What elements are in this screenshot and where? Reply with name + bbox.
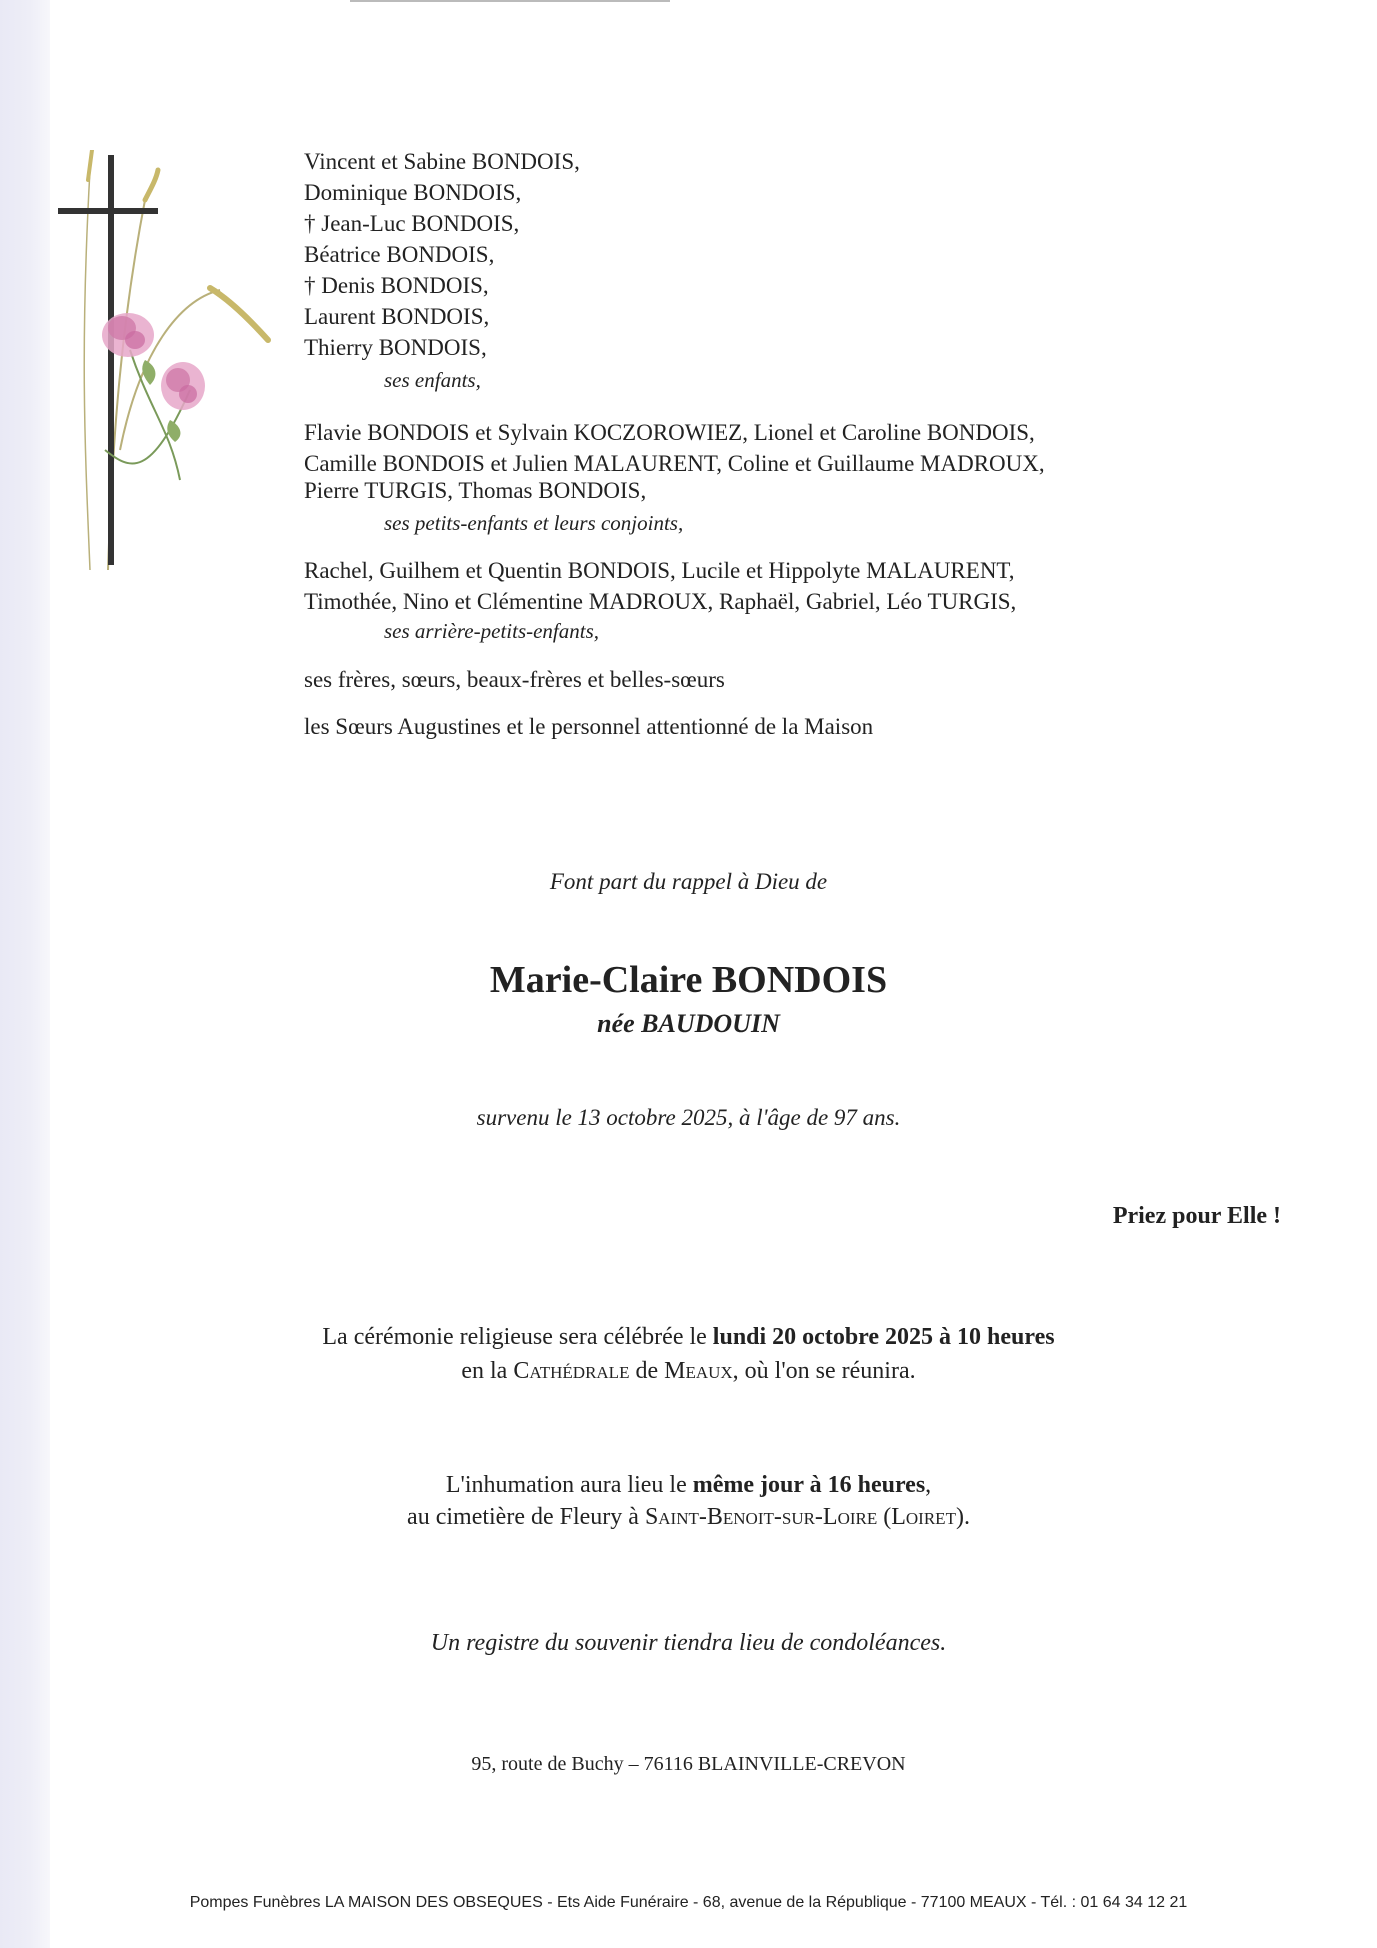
family-line: Pierre TURGIS, Thomas BONDOIS, — [304, 478, 647, 503]
family-line: Laurent BONDOIS, — [304, 304, 490, 329]
family-line: Dominique BONDOIS, — [304, 180, 522, 205]
ceremony-text: La cérémonie religieuse sera célébrée le — [322, 1324, 713, 1350]
burial-text: , — [925, 1472, 932, 1498]
family-line: Béatrice BONDOIS, — [304, 242, 495, 267]
ceremony-place: Cathédrale — [513, 1358, 630, 1384]
top-rule — [350, 0, 670, 2]
ceremony-text: de — [629, 1358, 665, 1384]
burial-text: . — [963, 1504, 970, 1530]
ceremony-city: Meaux — [664, 1358, 733, 1384]
burial-text: au cimetière de Fleury à — [407, 1504, 645, 1530]
prayer-line: Priez pour Elle ! — [1112, 1203, 1281, 1229]
ceremony-text: , où l'on se réunira. — [732, 1358, 916, 1384]
family-line: Vincent et Sabine BONDOIS, — [304, 149, 580, 174]
deceased-name: Marie-Claire BONDOIS — [489, 959, 888, 1001]
family-line: Flavie BONDOIS et Sylvain KOCZOROWIEZ, Lionel et Caroline BONDOIS, — [304, 420, 1035, 445]
deceased-maiden-name: née BAUDOUIN — [597, 1009, 780, 1038]
family-line: † Denis BONDOIS, — [304, 273, 489, 298]
family-line: Timothée, Nino et Clémentine MADROUX, Raphaël, Gabriel, Léo TURGIS, — [304, 589, 1017, 614]
ceremony-text: en la — [461, 1358, 514, 1384]
announcement: Font part du rappel à Dieu de — [549, 869, 828, 894]
burial-place: Saint-Benoit-sur-Loire — [644, 1504, 878, 1530]
cross-flowers-illustration — [50, 150, 280, 570]
burial-text: L'inhumation aura lieu le — [445, 1472, 693, 1498]
children-caption: ses enfants, — [384, 368, 481, 392]
family-line: † Jean-Luc BONDOIS, — [304, 211, 520, 236]
family-line: Rachel, Guilhem et Quentin BONDOIS, Lucile et Hippolyte MALAURENT, — [304, 558, 1015, 583]
sisters-line: les Sœurs Augustines et le personnel attentionné de la Maison — [304, 714, 874, 739]
condolences-line: Un registre du souvenir tiendra lieu de condoléances. — [430, 1630, 947, 1656]
family-line: Camille BONDOIS et Julien MALAURENT, Coline et Guillaume MADROUX, — [304, 451, 1045, 476]
great-grandchildren-caption: ses arrière-petits-enfants, — [384, 619, 600, 643]
death-line: survenu le 13 octobre 2025, à l'âge de 97 ans. — [476, 1105, 901, 1130]
family-line: Thierry BONDOIS, — [304, 335, 487, 360]
burial-time: même jour à 16 heures — [692, 1472, 926, 1498]
address-line: 95, route de Buchy – 76116 BLAINVILLE-CREVON — [471, 1753, 906, 1775]
ceremony-line-2 — [0, 1356, 1377, 1387]
burial-line-2 — [0, 1502, 1377, 1533]
grandchildren-caption: ses petits-enfants et leurs conjoints, — [384, 511, 684, 535]
burial-line-1 — [0, 1470, 1377, 1501]
ceremony-line-1 — [0, 1322, 1377, 1353]
siblings-line: ses frères, sœurs, beaux-frères et belles-sœurs — [304, 667, 725, 692]
funeral-home-footer: Pompes Funèbres LA MAISON DES OBSEQUES - Ets Aide Funéraire - 68, avenue de la République - 77100 MEAUX - Tél. : 01 64 34 12 21 — [189, 1894, 1188, 1911]
ceremony-date: lundi 20 octobre 2025 à 10 heures — [712, 1324, 1055, 1350]
burial-region: (Loiret) — [877, 1504, 964, 1530]
cross-icon — [58, 155, 158, 565]
